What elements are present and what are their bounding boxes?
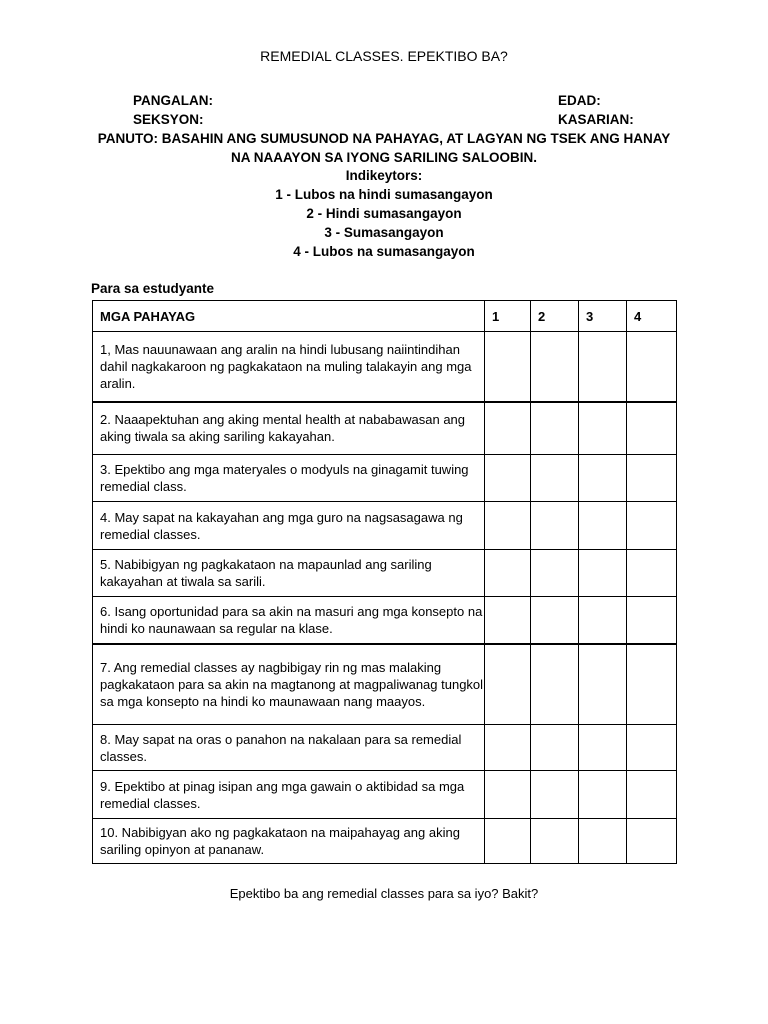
rating-cell-4[interactable] [627,455,677,502]
rating-cell-4[interactable] [627,502,677,550]
statement-cell: 2. Naaapektuhan ang aking mental health at nababawasan ang aking tiwala sa aking sariling kakayahan. [93,402,485,455]
statement-cell: 6. Isang oportunidad para sa akin na masuri ang mga konsepto na hindi ko naunawaan sa regular na klase. [93,597,485,644]
rating-cell-3[interactable] [579,402,627,455]
table-row [93,644,677,725]
statement-cell: 3. Epektibo ang mga materyales o modyuls na ginagamit tuwing remedial class. [93,455,485,502]
rating-cell-2[interactable] [531,597,579,644]
rating-cell-1[interactable] [485,597,531,644]
rating-cell-4[interactable] [627,819,677,864]
page-title: REMEDIAL CLASSES. EPEKTIBO BA? [260,48,508,64]
indicator-2: 2 - Hindi sumasangayon [306,206,462,221]
rating-cell-4[interactable] [627,550,677,597]
rating-cell-3[interactable] [579,550,627,597]
kasarian-label: KASARIAN: [558,112,634,127]
rating-cell-2[interactable] [531,332,579,402]
rating-cell-1[interactable] [485,502,531,550]
rating-cell-3[interactable] [579,771,627,819]
footer-question: Epektibo ba ang remedial classes para sa iyo? Bakit? [229,886,539,901]
rating-cell-2[interactable] [531,402,579,455]
rating-cell-2[interactable] [531,771,579,819]
rating-cell-4[interactable] [627,402,677,455]
rating-cell-4[interactable] [627,725,677,771]
rating-cell-3[interactable] [579,502,627,550]
header-scale-4: 4 [627,301,677,332]
rating-cell-1[interactable] [485,332,531,402]
header-scale-3: 3 [579,301,627,332]
rating-cell-4[interactable] [627,332,677,402]
rating-cell-3[interactable] [579,455,627,502]
rating-cell-1[interactable] [485,402,531,455]
rating-cell-4[interactable] [627,644,677,725]
table-row [93,455,677,502]
statement-cell: 8. May sapat na oras o panahon na nakalaan para sa remedial classes. [93,725,485,771]
rating-cell-3[interactable] [579,597,627,644]
rating-cell-1[interactable] [485,819,531,864]
statement-cell: 10. Nabibigyan ako ng pagkakataon na maipahayag ang aking sariling opinyon at pananaw. [93,819,485,864]
rating-cell-1[interactable] [485,550,531,597]
rating-cell-2[interactable] [531,819,579,864]
indicators-heading: Indikeytors: [345,168,423,183]
statement-cell: 7. Ang remedial classes ay nagbibigay rin ng mas malaking pagkakataon para sa akin na magtanong at magpaliwanag tungkol sa mga konsepto na hindi ko maunawaan nang maayos. [93,644,485,725]
table-row [93,502,677,550]
indicator-3: 3 - Sumasangayon [324,225,444,240]
rating-cell-1[interactable] [485,771,531,819]
rating-cell-1[interactable] [485,455,531,502]
rating-cell-3[interactable] [579,332,627,402]
edad-label: EDAD: [558,93,601,108]
section-label: Para sa estudyante [91,281,215,296]
rating-cell-2[interactable] [531,725,579,771]
statement-cell: 5. Nabibigyan ng pagkakataon na mapaunlad ang sariling kakayahan at tiwala sa sarili. [93,550,485,597]
seksyon-label: SEKSYON: [133,112,204,127]
header-scale-2: 2 [531,301,579,332]
rating-cell-2[interactable] [531,502,579,550]
rating-cell-1[interactable] [485,644,531,725]
table-row [93,402,677,455]
table-row [93,771,677,819]
table-row [93,597,677,644]
rating-cell-4[interactable] [627,597,677,644]
header-scale-1: 1 [485,301,531,332]
rating-cell-3[interactable] [579,725,627,771]
table-row [93,550,677,597]
instructions-line-1: PANUTO: BASAHIN ANG SUMUSUNOD NA PAHAYAG, AT LAGYAN NG TSEK ANG HANAY [97,131,671,146]
rating-cell-3[interactable] [579,644,627,725]
indicator-1: 1 - Lubos na hindi sumasangayon [275,187,493,202]
statement-cell: 1, Mas nauunawaan ang aralin na hindi lubusang naiintindihan dahil nagkakaroon ng pagkakataon na muling talakayin ang mga aralin. [93,332,485,402]
header-statements: MGA PAHAYAG [93,301,485,332]
pangalan-label: PANGALAN: [133,93,213,108]
indicator-4: 4 - Lubos na sumasangayon [293,244,475,259]
rating-cell-2[interactable] [531,455,579,502]
rating-cell-3[interactable] [579,819,627,864]
table-row [93,819,677,864]
table-row [93,332,677,402]
survey-table [92,300,677,864]
rating-cell-2[interactable] [531,550,579,597]
rating-cell-1[interactable] [485,725,531,771]
instructions-line-2: NA NAAAYON SA IYONG SARILING SALOOBIN. [230,150,538,165]
table-row [93,725,677,771]
table-header-row [93,301,677,332]
statement-cell: 4. May sapat na kakayahan ang mga guro na nagsasagawa ng remedial classes. [93,502,485,550]
statement-cell: 9. Epektibo at pinag isipan ang mga gawain o aktibidad sa mga remedial classes. [93,771,485,819]
rating-cell-2[interactable] [531,644,579,725]
rating-cell-4[interactable] [627,771,677,819]
